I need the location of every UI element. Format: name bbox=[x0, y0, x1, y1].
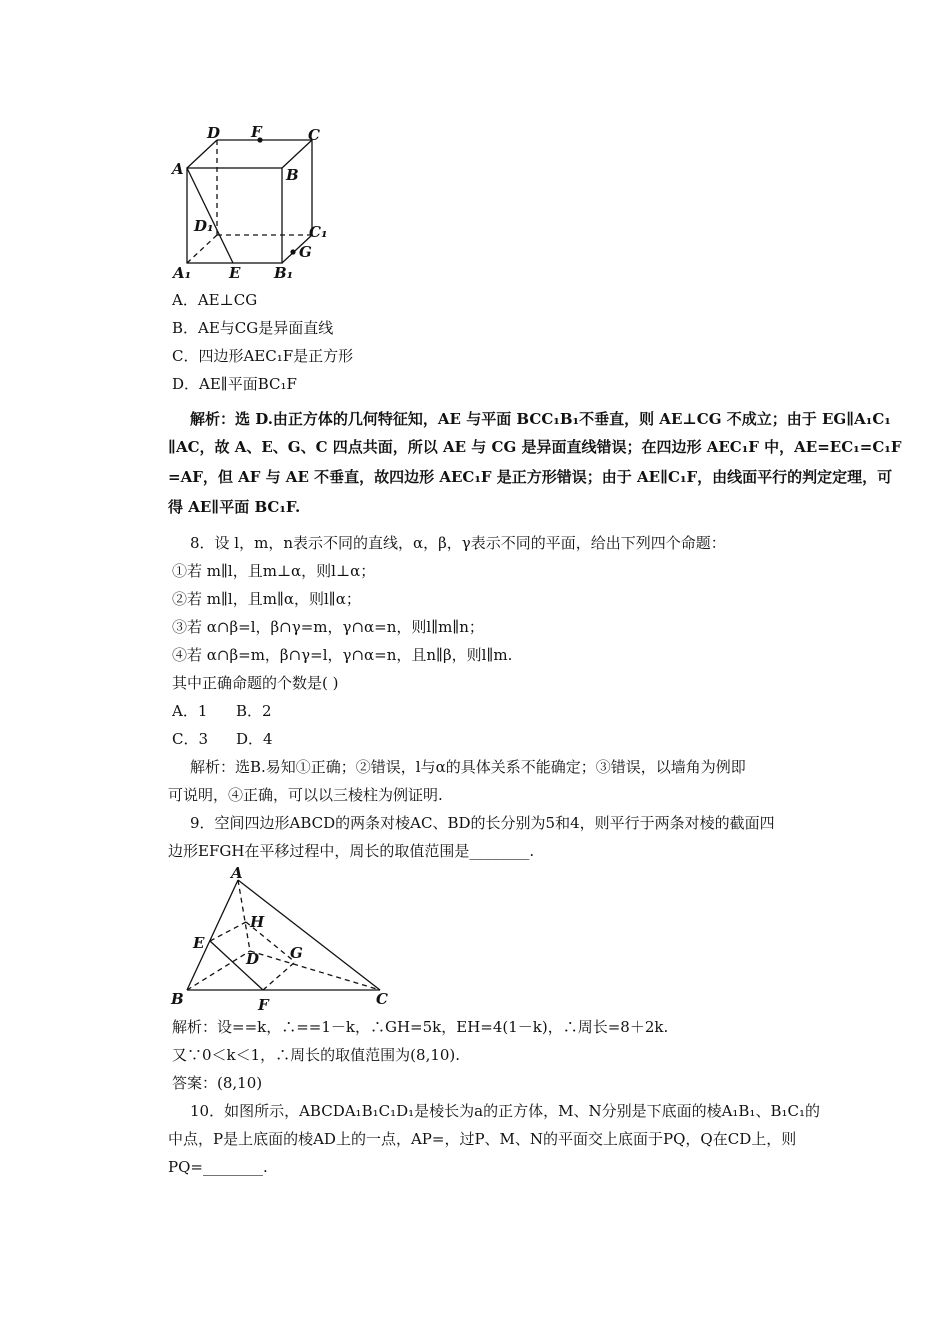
q8-question: 其中正确命题的个数是( ) bbox=[172, 674, 339, 692]
label-b: B bbox=[286, 166, 299, 184]
label-b: B bbox=[171, 990, 184, 1008]
label-e: E bbox=[193, 934, 205, 952]
q7-option-d: D．AE∥平面BC₁F bbox=[172, 375, 297, 393]
q9-analysis-line-1: 解析：设==k，∴==1－k，∴GH=5k，EH=4(1－k)，∴周长=8＋2k. bbox=[172, 1018, 669, 1036]
label-d1: D₁ bbox=[194, 217, 214, 235]
hidden-edge-ad bbox=[238, 880, 250, 951]
q7-option-c: C．四边形AEC₁F是正方形 bbox=[172, 347, 354, 365]
label-d: D bbox=[207, 124, 221, 142]
label-e: E bbox=[229, 264, 241, 282]
q8-analysis-line-1: 解析：选B.易知①正确；②错误，l与α的具体关系不能确定；③错误，以墙角为例即 bbox=[190, 758, 746, 776]
q8-proposition-4: ④若 α∩β=m，β∩γ=l，γ∩α=n，且n∥β，则l∥m. bbox=[172, 646, 513, 664]
label-c1: C₁ bbox=[309, 223, 328, 241]
q7-analysis-line-4: 得 AE∥平面 BC₁F. bbox=[168, 498, 301, 516]
q8-option-d: D．4 bbox=[236, 730, 273, 748]
label-f: F bbox=[258, 996, 269, 1014]
label-c: C bbox=[376, 990, 388, 1008]
q9-answer: 答案：(8,10) bbox=[172, 1074, 263, 1092]
label-a: A bbox=[231, 865, 243, 882]
hidden-segment-eh bbox=[210, 922, 246, 941]
q10-stem-line-2: 中点，P是上底面的棱AD上的一点，AP=，过P、M、N的平面交上底面于PQ，Q在CD上，则 bbox=[168, 1130, 797, 1148]
tetrahedron-figure bbox=[165, 865, 395, 1015]
q10-stem-line-1: 10．如图所示，ABCDA₁B₁C₁D₁是棱长为a的正方体，M、N分别是下底面的棱A₁B₁、B₁C₁的 bbox=[190, 1102, 820, 1120]
label-b1: B₁ bbox=[274, 264, 294, 282]
label-d: D bbox=[246, 950, 260, 968]
q8-proposition-3: ③若 α∩β=l，β∩γ=m，γ∩α=n，则l∥m∥n； bbox=[172, 618, 484, 636]
segment-ae bbox=[187, 168, 233, 263]
point-g bbox=[290, 249, 295, 254]
q8-option-c: C．3 bbox=[172, 730, 209, 748]
q7-option-a: A．AE⊥CG bbox=[172, 291, 258, 309]
q8-stem: 8．设 l，m，n表示不同的直线，α，β，γ表示不同的平面，给出下列四个命题： bbox=[190, 534, 726, 552]
label-g: G bbox=[290, 944, 303, 962]
label-c: C bbox=[308, 126, 320, 144]
q7-analysis-line-1: 解析：选 D.由正方体的几何特征知，AE 与平面 BCC₁B₁不垂直，则 AE⊥CG 不成立；由于 EG∥A₁C₁ bbox=[190, 410, 891, 428]
q9-stem-line-2: 边形EFGH在平移过程中，周长的取值范围是________. bbox=[168, 842, 535, 860]
hidden-edge-dc bbox=[250, 951, 380, 990]
q8-proposition-1: ①若 m∥l，且m⊥α，则l⊥α； bbox=[172, 562, 376, 580]
q7-analysis-line-2: ∥AC，故 A、E、G、C 四点共面，所以 AE 与 CG 是异面直线错误；在四边形 AEC₁F 中，AE=EC₁=C₁F bbox=[168, 438, 902, 456]
hidden-segment-fg bbox=[263, 962, 295, 990]
q8-proposition-2: ②若 m∥l，且m∥α，则l∥α； bbox=[172, 590, 361, 608]
edge-bc bbox=[282, 140, 312, 168]
q7-option-b: B．AE与CG是异面直线 bbox=[172, 319, 334, 337]
q9-analysis-line-2: 又∵0＜k＜1，∴周长的取值范围为(8,10). bbox=[172, 1046, 461, 1064]
label-f: F bbox=[251, 123, 262, 141]
q7-analysis-line-3: =AF，但 AF 与 AE 不垂直，故四边形 AEC₁F 是正方形错误；由于 AE∥C₁F，由线面平行的判定定理，可 bbox=[168, 468, 893, 486]
edge-ac bbox=[238, 880, 380, 990]
label-g: G bbox=[299, 243, 312, 261]
cube-figure bbox=[165, 120, 340, 285]
hidden-edge-a1d1 bbox=[187, 235, 217, 263]
label-h: H bbox=[250, 913, 265, 931]
q8-option-a: A．1 bbox=[172, 702, 208, 720]
front-face bbox=[187, 168, 282, 263]
q10-stem-line-3: PQ=________. bbox=[168, 1158, 268, 1176]
q8-option-b: B．2 bbox=[236, 702, 272, 720]
q9-stem-line-1: 9．空间四边形ABCD的两条对棱AC、BD的长分别为5和4，则平行于两条对棱的截面四 bbox=[190, 814, 775, 832]
label-a1: A₁ bbox=[173, 264, 192, 282]
edge-ad bbox=[187, 140, 217, 168]
label-a: A bbox=[172, 160, 184, 178]
q8-analysis-line-2: 可说明，④正确，可以以三棱柱为例证明. bbox=[168, 786, 443, 804]
